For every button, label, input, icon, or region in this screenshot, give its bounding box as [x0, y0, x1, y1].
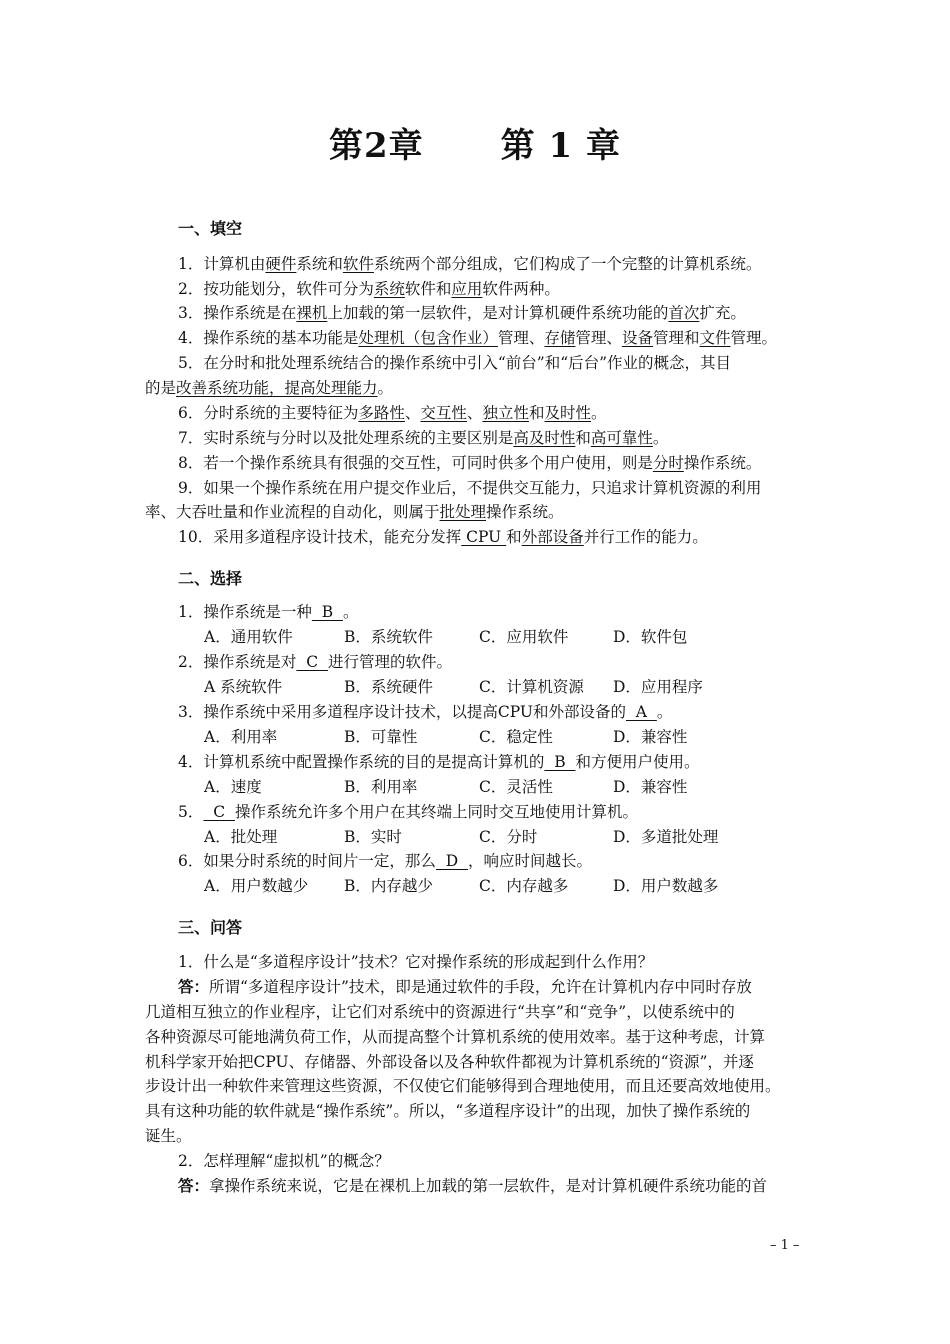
option-b: B．实时 [344, 828, 402, 846]
choice-question-4: 4．计算机系统中配置操作系统的目的是提高计算机的 B 和方便用户使用。 [178, 753, 700, 771]
fill-question-1: 1．计算机由硬件系统和软件系统两个部分组成，它们构成了一个完整的计算机系统。 [178, 255, 762, 273]
choice-question-3: 3．操作系统中采用多道程序设计技术，以提高CPU和外部设备的 A 。 [178, 703, 673, 721]
qa-question-1: 1．什么是“多道程序设计”技术？它对操作系统的形成起到什么作用？ [178, 953, 654, 971]
option-a: A 系统软件 [204, 678, 283, 696]
choice-question-6: 6．如果分时系统的时间片一定，那么 D ，响应时间越长。 [178, 852, 593, 870]
option-a: A．通用软件 [204, 628, 293, 646]
option-d: D．用户数越多 [613, 877, 719, 895]
option-b: B．内存越少 [344, 877, 433, 895]
qa-answer-1-line-3: 各种资源尽可能地满负荷工作，从而提高整个计算机系统的使用效率。基于这种考虑，计算 [145, 1028, 766, 1046]
qa-answer-1-line-6: 具有这种功能的软件就是“操作系统”。所以，“多道程序设计”的出现，加快了操作系统的 [145, 1102, 751, 1120]
fill-question-4: 4．操作系统的基本功能是处理机（包含作业）管理、存储管理、设备管理和文件管理。 [178, 329, 777, 347]
choice-question-5: 5． C 操作系统允许多个用户在其终端上同时交互地使用计算机。 [178, 803, 638, 821]
fill-question-9-line-2: 率、大吞吐量和作业流程的自动化，则属于批处理操作系统。 [145, 503, 564, 521]
qa-answer-1-line-7: 诞生。 [145, 1127, 192, 1145]
option-c: C．内存越多 [479, 877, 569, 895]
option-b: B．可靠性 [344, 728, 418, 746]
option-c: C．应用软件 [479, 628, 569, 646]
option-c: C．计算机资源 [479, 678, 584, 696]
page-number: – 1 – [770, 1238, 800, 1253]
qa-answer-1-line-4: 机科学家开始把CPU、存储器、外部设备以及各种软件都视为计算机系统的“资源”，并逐 [145, 1053, 754, 1071]
qa-answer-2-line-1: 答：拿操作系统来说，它是在裸机上加载的第一层软件，是对计算机硬件系统功能的首 [178, 1176, 768, 1195]
qa-answer-1-line-5: 步设计出一种软件来管理这些资源，不仅使它们能够得到合理地使用，而且还要高效地使用。 [145, 1077, 781, 1095]
section-choice-heading: 二、选择 [178, 569, 243, 588]
fill-question-5-line-1: 5．在分时和批处理系统结合的操作系统中引入“前台”和“后台”作业的概念，其目 [178, 354, 732, 372]
option-b: B．系统硬件 [344, 678, 433, 696]
option-d: D．兼容性 [613, 778, 688, 796]
option-a: A．利用率 [204, 728, 278, 746]
fill-question-7: 7．实时系统与分时以及批处理系统的主要区别是高及时性和高可靠性。 [178, 429, 669, 447]
fill-question-8: 8．若一个操作系统具有很强的交互性，可同时供多个用户使用，则是分时操作系统。 [178, 454, 762, 472]
section-qa-heading: 三、问答 [178, 918, 243, 937]
option-d: D．兼容性 [613, 728, 688, 746]
qa-question-2: 2．怎样理解“虚拟机”的概念？ [178, 1152, 390, 1170]
choice-question-2: 2．操作系统是对 C 进行管理的软件。 [178, 653, 452, 671]
option-c: C．稳定性 [479, 728, 553, 746]
option-d: D．软件包 [613, 628, 688, 646]
option-d: D．多道批处理 [613, 828, 719, 846]
option-c: C．分时 [479, 828, 538, 846]
fill-question-3: 3．操作系统是在裸机上加载的第一层软件，是对计算机硬件系统功能的首次扩充。 [178, 304, 746, 322]
fill-question-10: 10．采用多道程序设计技术，能充分发挥 CPU 和外部设备并行工作的能力。 [178, 528, 708, 546]
option-a: A．用户数越少 [204, 877, 309, 895]
section-fill-heading: 一、填空 [178, 219, 243, 238]
qa-answer-1-line-1: 答：所谓“多道程序设计”技术，即是通过软件的手段，允许在计算机内存中同时存放 [178, 977, 752, 996]
fill-question-2: 2．按功能划分，软件可分为系统软件和应用软件两种。 [178, 280, 560, 298]
option-c: C．灵活性 [479, 778, 553, 796]
option-a: A．速度 [204, 778, 262, 796]
fill-question-6: 6．分时系统的主要特征为多路性、交互性、独立性和及时性。 [178, 404, 607, 422]
chapter-title: 第2章 第 1 章 [328, 126, 621, 166]
fill-question-9-line-1: 9．如果一个操作系统在用户提交作业后，不提供交互能力，只追求计算机资源的利用 [178, 479, 762, 497]
qa-answer-1-line-2: 几道相互独立的作业程序，让它们对系统中的资源进行“共享”和“竞争”，以使系统中的 [145, 1003, 735, 1021]
option-b: B．利用率 [344, 778, 418, 796]
fill-question-5-line-2: 的是改善系统功能，提高处理能力。 [145, 379, 394, 397]
option-b: B．系统软件 [344, 628, 433, 646]
choice-question-1: 1．操作系统是一种 B 。 [178, 603, 359, 621]
option-d: D．应用程序 [613, 678, 703, 696]
option-a: A．批处理 [204, 828, 278, 846]
